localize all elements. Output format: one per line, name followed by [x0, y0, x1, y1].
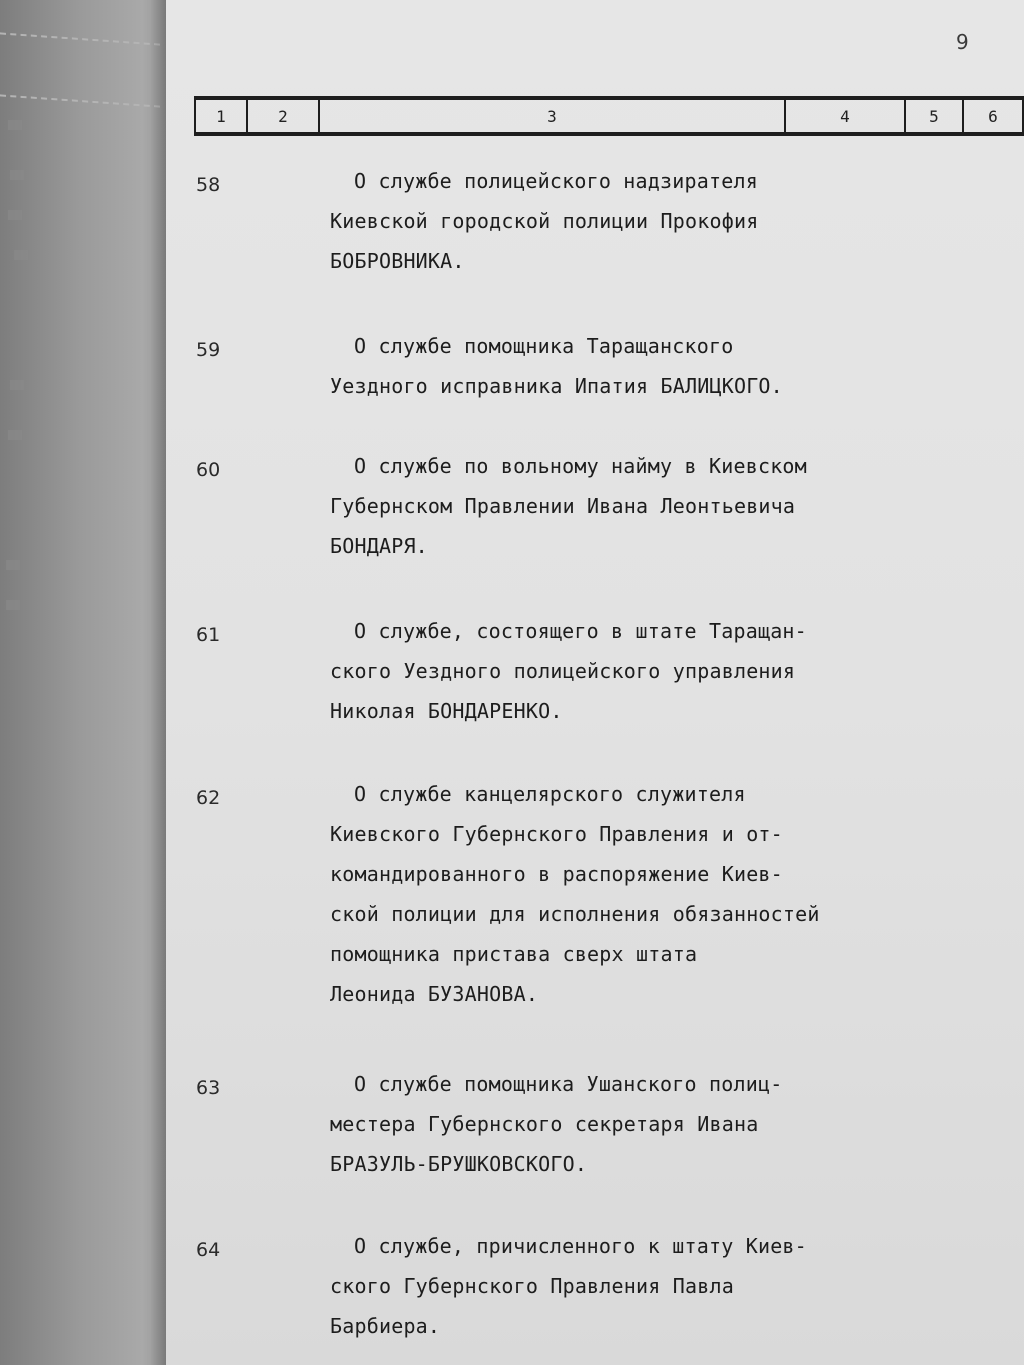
entry-line: О службе канцелярского служителя: [354, 782, 746, 806]
header-col-4: 4: [786, 100, 906, 132]
entry-text: [330, 774, 850, 1014]
entry-line: О службе полицейского надзирателя: [354, 169, 758, 193]
entry-line: О службе помощника Таращанского: [354, 334, 734, 358]
entry-text: [330, 1064, 850, 1184]
ghost-mark: [10, 380, 24, 390]
entry-text: [330, 326, 850, 406]
entry-line: Уездного исправника Ипатия БАЛИЦКОГО.: [330, 374, 783, 398]
entry-line: БОНДАРЯ.: [330, 534, 428, 558]
entry-line: О службе по вольному найму в Киевском: [354, 454, 807, 478]
ghost-mark: [8, 430, 22, 440]
entry-line: Губернском Правлении Ивана Леонтьевича: [330, 494, 796, 518]
entry-line: местера Губернского секретаря Ивана: [330, 1112, 759, 1136]
ghost-mark: [8, 210, 22, 220]
document-page: [166, 0, 1024, 1365]
entry-line: Леонида БУЗАНОВА.: [330, 982, 539, 1006]
ghost-mark: [10, 170, 24, 180]
entry-number: 60: [196, 459, 221, 481]
entry-line: Николая БОНДАРЕНКО.: [330, 699, 563, 723]
entry-text: [330, 446, 850, 566]
entry-text: [330, 161, 850, 281]
header-col-5: 5: [906, 100, 964, 132]
column-header-table: [194, 96, 1024, 136]
entry-line: Киевского Губернского Правления и от-: [330, 822, 783, 846]
header-col-3: 3: [320, 100, 786, 132]
header-col-6: 6: [988, 106, 998, 126]
entry-line: О службе, причисленного к штату Киев-: [354, 1234, 807, 1258]
entry-line: БРАЗУЛЬ-БРУШКОВСКОГО.: [330, 1152, 588, 1176]
entry-line: Киевской городской полиции Прокофия: [330, 209, 759, 233]
entry-line: О службе, состоящего в штате Таращан-: [354, 619, 807, 643]
ghost-mark: [8, 120, 22, 130]
entry-line: Барбиера.: [330, 1314, 441, 1338]
entry-line: помощника пристава сверх штата: [330, 942, 698, 966]
entry-line: БОБРОВНИКА.: [330, 249, 465, 273]
header-col-2: 2: [248, 100, 320, 132]
entry-line: ской полиции для исполнения обязанностей: [330, 902, 820, 926]
entry-number: 64: [196, 1239, 221, 1261]
previous-page-header-ghost: [0, 32, 160, 107]
ghost-mark: [14, 250, 28, 260]
ghost-mark: [6, 560, 20, 570]
ghost-mark: [6, 600, 20, 610]
entry-line: ского Уездного полицейского управления: [330, 659, 796, 683]
header-col-1: 1: [196, 100, 248, 132]
entry-number: 59: [196, 339, 221, 361]
entry-text: [330, 1226, 850, 1346]
page-number: 9: [956, 30, 969, 54]
entry-number: 58: [196, 174, 221, 196]
entry-text: [330, 611, 850, 731]
entry-line: ского Губернского Правления Павла: [330, 1274, 734, 1298]
entry-line: командированного в распоряжение Киев-: [330, 862, 783, 886]
entry-line: О службе помощника Ушанского полиц-: [354, 1072, 783, 1096]
entry-number: 62: [196, 787, 221, 809]
entry-number: 61: [196, 624, 221, 646]
entry-number: 63: [196, 1077, 221, 1099]
